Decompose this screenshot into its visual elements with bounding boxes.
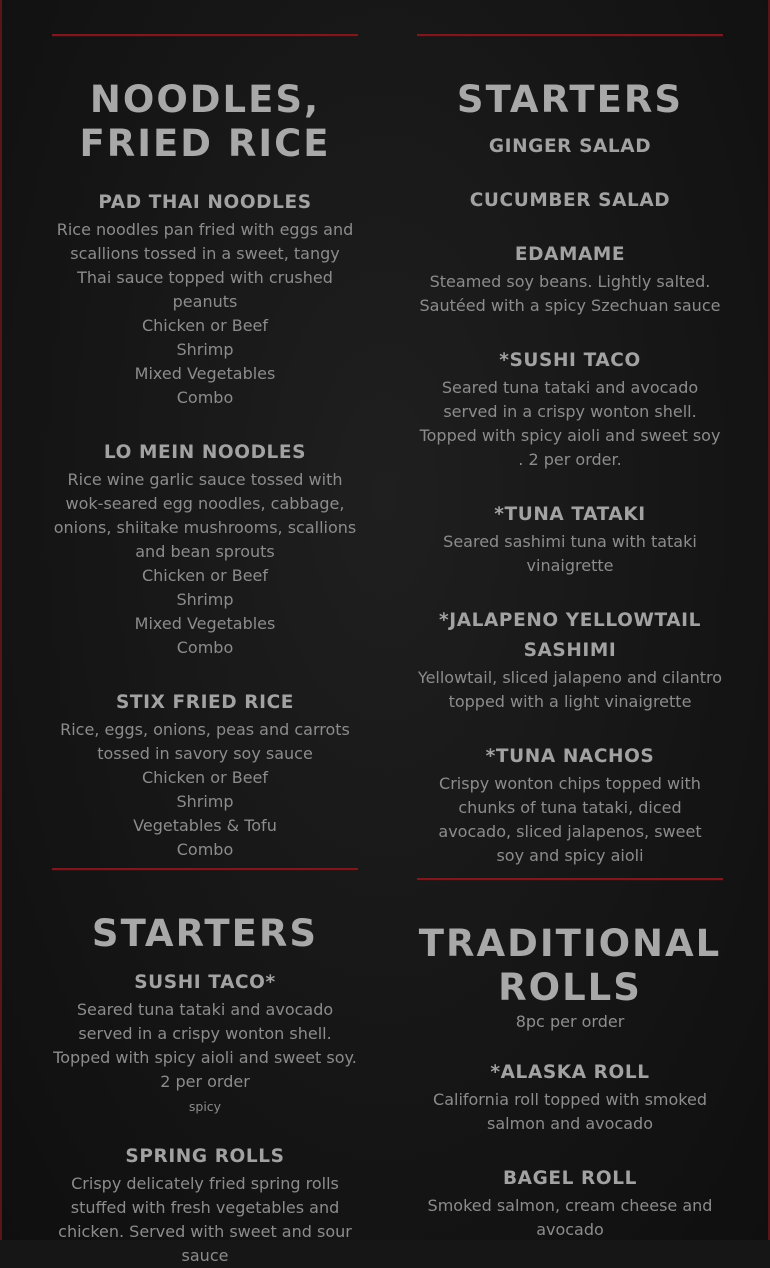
item-name: SPRING ROLLS <box>125 1146 285 1167</box>
item-option: Mixed Vegetables <box>134 614 276 633</box>
menu-item-bagel-roll <box>417 1164 723 1242</box>
item-option: Chicken or Beef <box>141 768 269 787</box>
item-option: Combo <box>176 840 234 859</box>
item-option: Combo <box>176 388 234 407</box>
item-name: STIX FRIED RICE <box>115 692 295 713</box>
item-name: *JALAPENO YELLOWTAIL SASHIMI <box>438 610 702 661</box>
item-name: *SUSHI TACO <box>499 350 641 371</box>
noodles-fried-rice-section <box>52 34 358 862</box>
item-description: Smoked salmon, cream cheese and avocado <box>427 1196 713 1239</box>
item-description: Seared tuna tataki and avocado served in a crispy wonton shell. Topped with spicy aioli and sweet soy. 2 per order <box>53 1000 357 1091</box>
item-description: Rice wine garlic sauce tossed with wok-seared egg noodles, cabbage, onions, shiitake mushrooms, scallions and bean sprouts <box>53 470 357 561</box>
menu-item-alaska-roll <box>417 1058 723 1136</box>
item-description: Steamed soy beans. Lightly salted. Sautéed with a spicy Szechuan sauce <box>419 272 721 315</box>
section-title-line: FRIED RICE <box>79 122 331 165</box>
section-subtitle: 8pc per order <box>515 1012 625 1031</box>
item-option: Shrimp <box>176 792 234 811</box>
item-option: Combo <box>176 638 234 657</box>
traditional-rolls-section <box>417 878 723 1242</box>
menu-item-lo-mein <box>52 438 358 660</box>
item-name: GINGER SALAD <box>488 136 652 157</box>
item-name: CUCUMBER SALAD <box>469 190 671 211</box>
item-name: *TUNA NACHOS <box>485 746 655 767</box>
section-title: STARTERS <box>91 912 319 955</box>
item-name: PAD THAI NOODLES <box>98 192 312 213</box>
item-name: *ALASKA ROLL <box>490 1062 650 1083</box>
section-title: STARTERS <box>456 78 684 121</box>
menu-item-tuna-nachos <box>417 742 723 868</box>
menu-item-tuna-tataki <box>417 500 723 578</box>
section-title-line: NOODLES, <box>89 78 321 121</box>
item-option: Chicken or Beef <box>141 316 269 335</box>
item-option: Shrimp <box>176 340 234 359</box>
item-option: Chicken or Beef <box>141 566 269 585</box>
section-title <box>52 78 358 166</box>
item-description: California roll topped with smoked salmon and avocado <box>433 1090 707 1133</box>
starters-section-left <box>52 868 358 1268</box>
item-name: LO MEIN NOODLES <box>103 442 307 463</box>
menu-item-edamame <box>417 240 723 318</box>
item-name: BAGEL ROLL <box>502 1168 638 1189</box>
item-description: Seared sashimi tuna with tataki vinaigrette <box>443 532 697 575</box>
item-option: Mixed Vegetables <box>134 364 276 383</box>
menu-item-jalapeno-yellowtail-sashimi <box>417 606 723 714</box>
item-option: Vegetables & Tofu <box>133 816 277 835</box>
menu-item-spring-rolls <box>52 1142 358 1268</box>
section-title <box>417 922 723 1010</box>
starters-section-right <box>417 34 723 868</box>
menu-item-ginger-salad <box>417 132 723 162</box>
item-description: Rice, eggs, onions, peas and carrots tossed in savory soy sauce <box>60 720 350 763</box>
item-description: Crispy delicately fried spring rolls stuffed with fresh vegetables and chicken. Served with sweet and sour sauce <box>58 1174 352 1265</box>
section-title-line: ROLLS <box>498 966 642 1009</box>
section-title-line: TRADITIONAL <box>418 922 722 965</box>
menu-item-sushi-taco <box>52 968 358 1120</box>
item-name: *TUNA TATAKI <box>494 504 646 525</box>
menu-item-stix-fried-rice <box>52 688 358 862</box>
item-name: SUSHI TACO* <box>134 972 276 993</box>
item-note: spicy <box>188 1099 222 1114</box>
item-description: Crispy wonton chips topped with chunks of tuna tataki, diced avocado, sliced jalapenos, sweet soy and spicy aioli <box>438 774 702 865</box>
item-description: Yellowtail, sliced jalapeno and cilantro topped with a light vinaigrette <box>417 668 723 711</box>
menu-item-sushi-taco <box>417 346 723 472</box>
menu-item-cucumber-salad <box>417 186 723 216</box>
item-description: Seared tuna tataki and avocado served in a crispy wonton shell. Topped with spicy aioli and sweet soy . 2 per order. <box>419 378 721 469</box>
item-description: Rice noodles pan fried with eggs and scallions tossed in a sweet, tangy Thai sauce topped with crushed peanuts <box>56 220 354 311</box>
item-name: EDAMAME <box>514 244 626 265</box>
item-option: Shrimp <box>176 590 234 609</box>
menu-item-pad-thai <box>52 188 358 410</box>
